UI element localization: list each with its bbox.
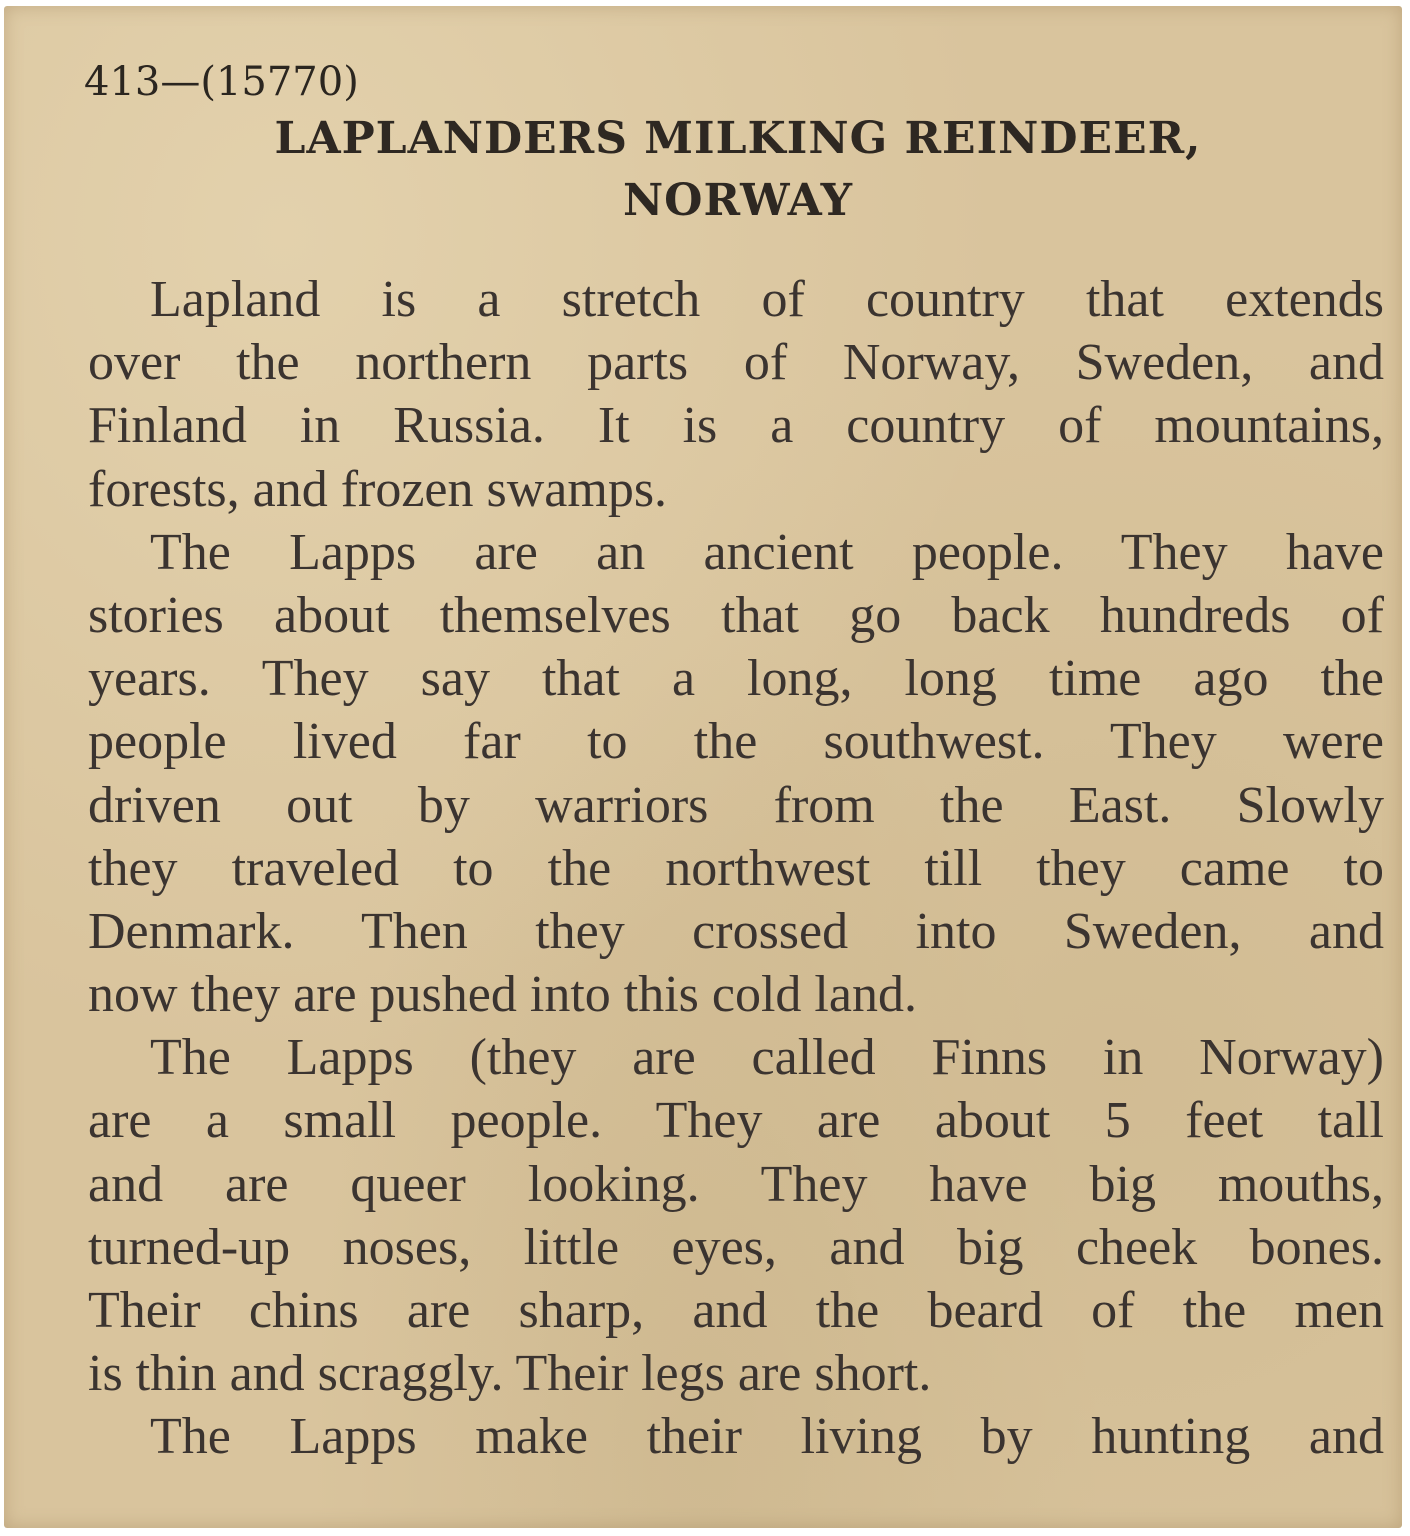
text-line: turned-up noses, little eyes, and big cheek bones.: [88, 1218, 1384, 1276]
text-line: they traveled to the northwest till they came to: [88, 839, 1384, 897]
text-line: years. They say that a long, long time ago the: [88, 650, 1384, 708]
text-line: Finland in Russia. It is a country of mountains,: [88, 397, 1384, 455]
catalog-number: 413—(15770): [84, 59, 359, 105]
text-line: driven out by warriors from the East. Slowly: [88, 776, 1384, 834]
text-line: Lapland is a stretch of country that extends: [150, 271, 1384, 328]
text-line: stories about themselves that go back hundreds of: [88, 586, 1384, 644]
text-line: The Lapps are an ancient people. They have: [150, 523, 1384, 581]
title-line: LAPLANDERS MILKING REINDEER,: [274, 113, 1202, 164]
text-line: The Lapps make their living by hunting and: [150, 1408, 1384, 1466]
document-title: [88, 108, 1388, 232]
title-line: NORWAY: [622, 175, 854, 226]
text-line: people lived far to the southwest. They were: [88, 713, 1384, 771]
text-line: now they are pushed into this cold land.: [88, 966, 917, 1024]
text-line: are a small people. They are about 5 feet tall: [88, 1092, 1384, 1150]
text-line: over the northern parts of Norway, Sweden, and: [88, 334, 1384, 392]
text-line: is thin and scraggly. Their legs are short.: [88, 1345, 932, 1403]
text-line: Their chins are sharp, and the beard of the men: [88, 1282, 1384, 1339]
text-line: forests, and frozen swamps.: [88, 460, 668, 518]
text-line: Denmark. Then they crossed into Sweden, and: [88, 902, 1384, 960]
text-line: The Lapps (they are called Finns in Norway): [150, 1029, 1384, 1087]
text-line: and are queer looking. They have big mouths,: [88, 1155, 1384, 1213]
body-text: [88, 268, 1384, 1469]
document-card: [4, 6, 1402, 1528]
